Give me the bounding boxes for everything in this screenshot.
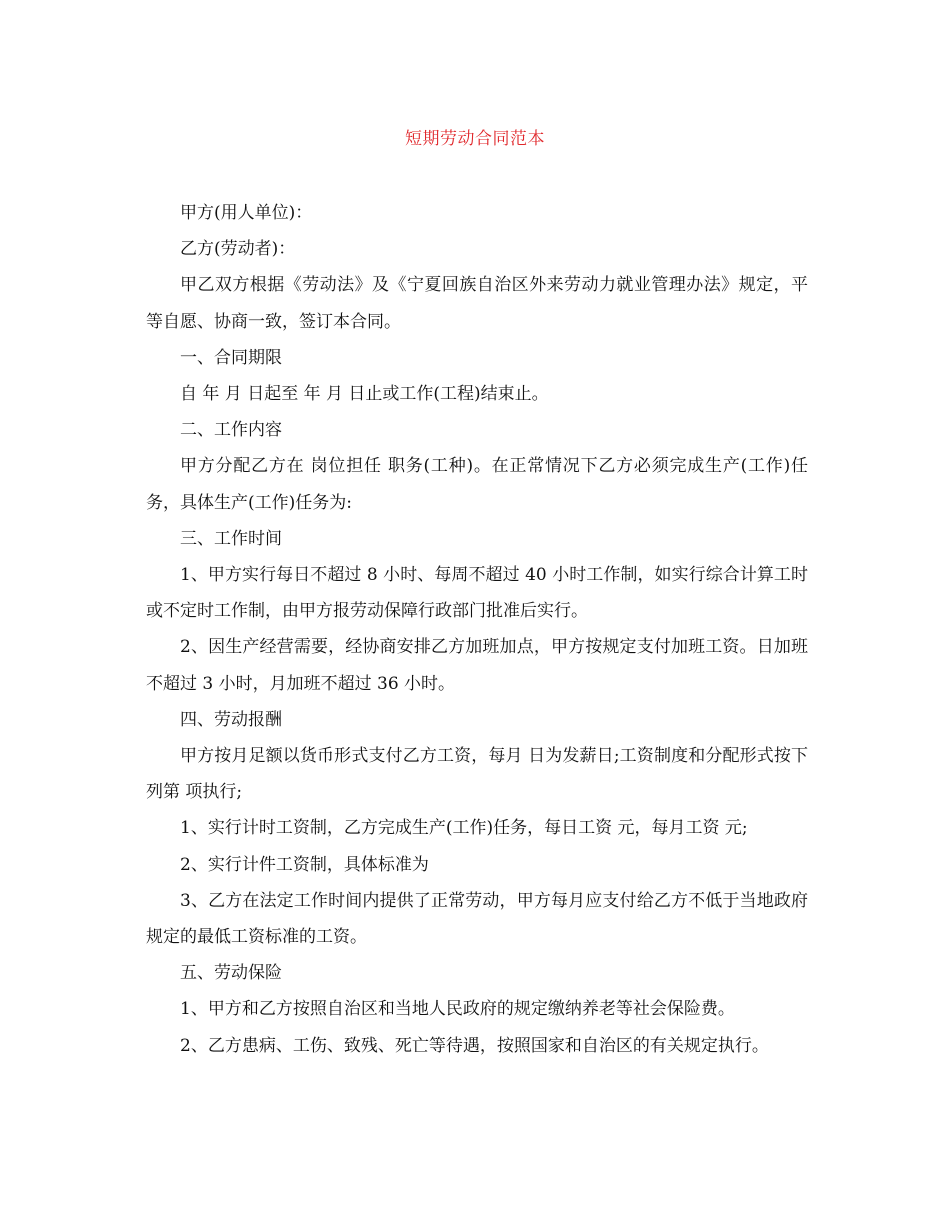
- document-body: [146, 195, 808, 1064]
- work-hours-clause-1: 1、甲方实行每日不超过 8 小时、每周不超过 40 小时工作制，如实行综合计算工时或不定时工作制，由甲方报劳动保障行政部门批准后实行。: [146, 565, 808, 622]
- remuneration-clause-3: 3、乙方在法定工作时间内提供了正常劳动，甲方每月应支付给乙方不低于当地政府规定的最低工资标准的工资。: [146, 890, 808, 948]
- work-content-paragraph: 甲方分配乙方在 岗位担任 职务(工种)。在正常情况下乙方必须完成生产(工作)任务，具体生产(工作)任务为:: [146, 456, 808, 513]
- remuneration-paragraph: 甲方按月足额以货币形式支付乙方工资，每月 日为发薪日;工资制度和分配形式按下列第 项执行;: [146, 746, 808, 803]
- remuneration-clause-1: 1、实行计时工资制，乙方完成生产(工作)任务，每日工资 元，每月工资 元;: [180, 818, 748, 839]
- section-heading-work-content: 二、工作内容: [180, 420, 282, 441]
- section-heading-remuneration: 四、劳动报酬: [180, 709, 282, 730]
- section-heading-insurance: 五、劳动保险: [180, 963, 282, 984]
- party-b-line: 乙方(劳动者)：: [180, 239, 296, 260]
- section-heading-work-hours: 三、工作时间: [180, 528, 282, 549]
- insurance-clause-1: 1、甲方和乙方按照自治区和当地人民政府的规定缴纳养老等社会保险费。: [180, 999, 735, 1020]
- document-title: 短期劳动合同范本: [405, 129, 545, 149]
- term-paragraph: 自 年 月 日起至 年 月 日止或工作(工程)结束止。: [180, 384, 549, 405]
- section-heading-term: 一、合同期限: [180, 347, 282, 368]
- party-a-line: 甲方(用人单位)：: [180, 203, 313, 223]
- work-hours-clause-2: 2、因生产经营需要，经协商安排乙方加班加点，甲方按规定支付加班工资。日加班不超过 3 小时，月加班不超过 36 小时。: [146, 637, 808, 694]
- preamble-paragraph: 甲乙双方根据《劳动法》及《宁夏回族自治区外来劳动力就业管理办法》规定，平等自愿、协商一致，签订本合同。: [146, 275, 808, 332]
- insurance-clause-2: 2、乙方患病、工伤、致残、死亡等待遇，按照国家和自治区的有关规定执行。: [180, 1035, 769, 1056]
- remuneration-clause-2: 2、实行计件工资制，具体标准为: [180, 854, 429, 875]
